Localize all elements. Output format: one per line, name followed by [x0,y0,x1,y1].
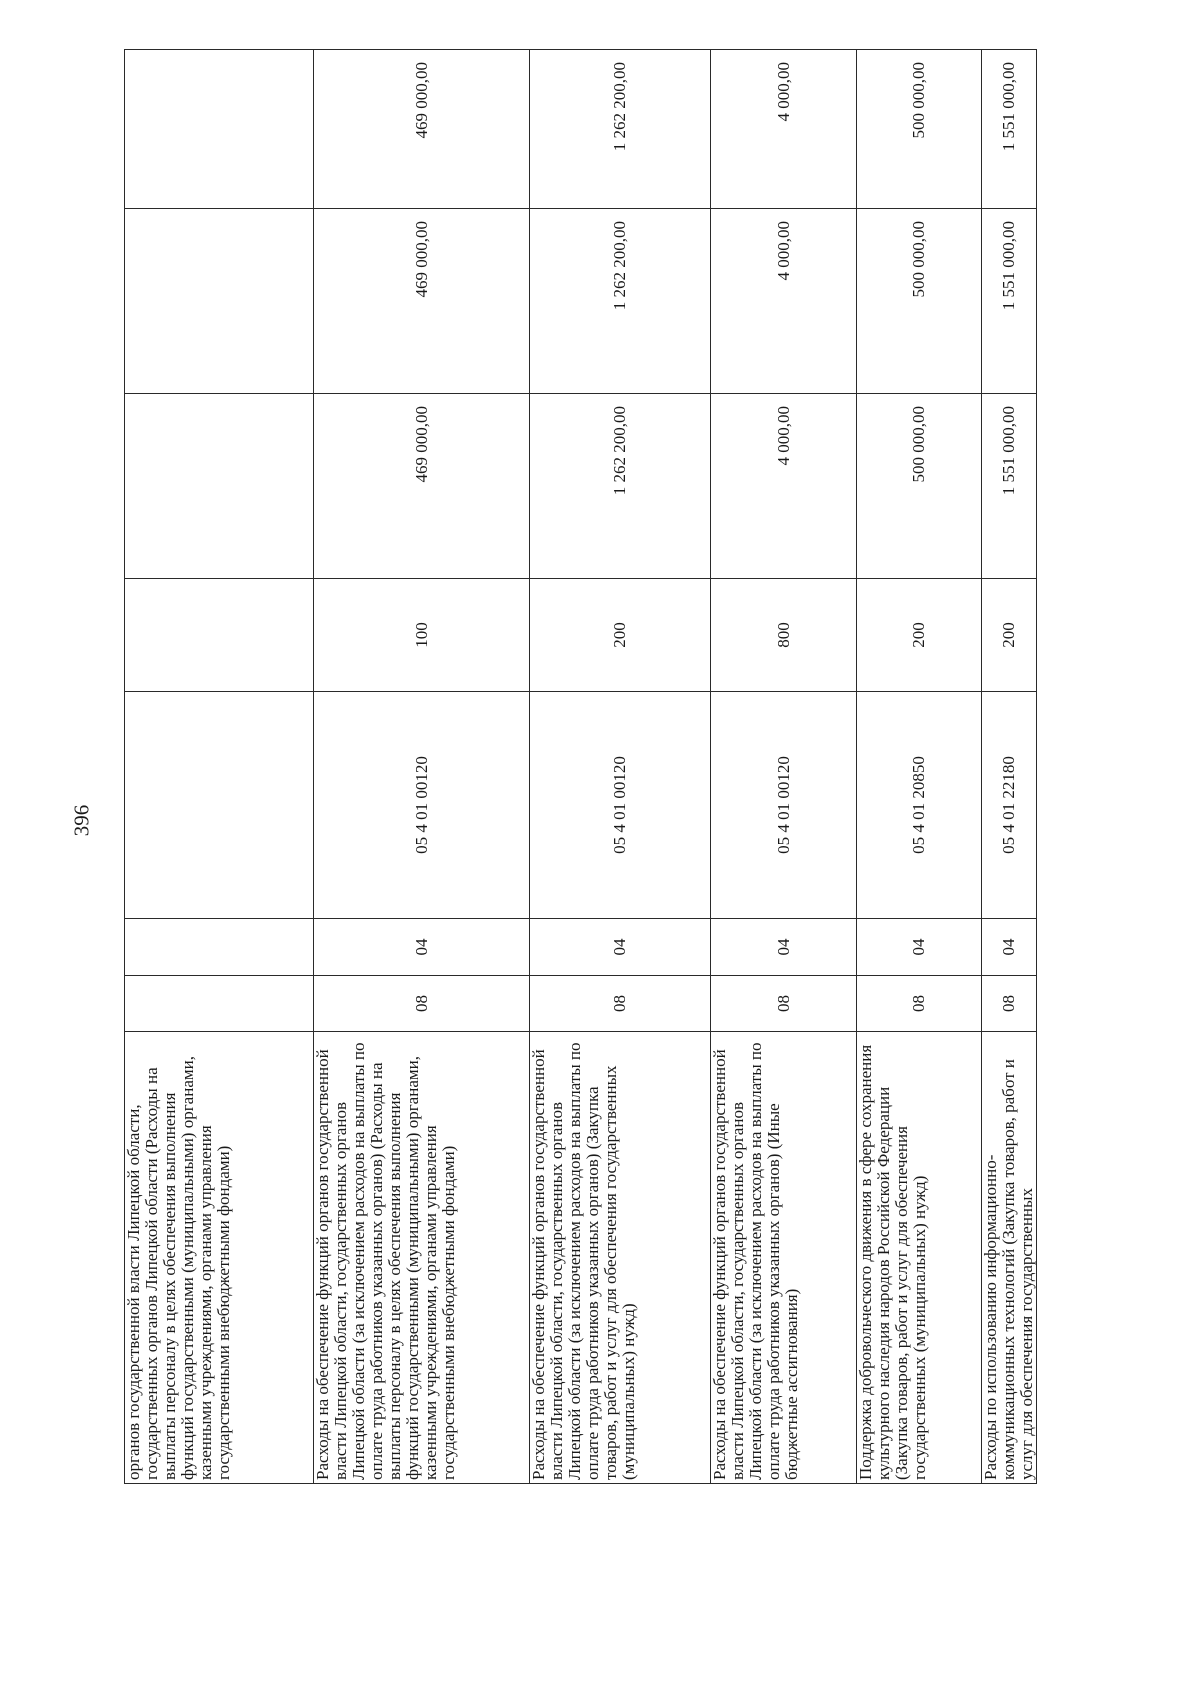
csr-code: 05 4 01 00120 [711,692,857,919]
table-row [711,50,857,1484]
rz-code [125,919,314,976]
sum-year-3: 4 000,00 [711,50,857,209]
gr-code: 08 [711,976,857,1032]
sum-year-1: 1 551 000,00 [982,394,1037,579]
row-name: Расходы на обеспечение функций органов государственной власти Липецкой области, государственных органов Липецкой области (за исключением расходов на выплаты по оплате труда работников указанных органов) (Расходы на выплаты персоналу в целях обеспечения выполнения функций государственными (муниципальными) органами, казенными учреждениями, органами управления государственными внебюджетными фондами) [314,1032,530,1484]
sum-year-2: 1 262 200,00 [530,209,711,394]
sum-year-2: 4 000,00 [711,209,857,394]
budget-table-rotated [124,50,1036,1484]
table-row [125,50,314,1484]
row-name: Поддержка добровольческого движения в сфере сохранения культурного наследия народов Российской Федерации (Закупка товаров, работ и услуг для обеспечения государственных (муниципальных) нужд) [857,1032,982,1484]
gr-code: 08 [982,976,1037,1032]
gr-code: 08 [314,976,530,1032]
sum-year-3: 1 551 000,00 [982,50,1037,209]
vr-code: 200 [857,579,982,692]
budget-table [124,49,1037,1484]
csr-code [125,692,314,919]
rz-code: 04 [711,919,857,976]
sum-year-3: 469 000,00 [314,50,530,209]
gr-code [125,976,314,1032]
vr-code: 100 [314,579,530,692]
vr-code: 800 [711,579,857,692]
rz-code: 04 [530,919,711,976]
sum-year-2: 500 000,00 [857,209,982,394]
vr-code [125,579,314,692]
rz-code: 04 [982,919,1037,976]
csr-code: 05 4 01 22180 [982,692,1037,919]
sum-year-1: 4 000,00 [711,394,857,579]
sum-year-3: 1 262 200,00 [530,50,711,209]
page-number: 396 [69,804,94,837]
row-name: Расходы на обеспечение функций органов государственной власти Липецкой области, государственных органов Липецкой области (за исключением расходов на выплаты по оплате труда работников указанных органов) (Иные бюджетные ассигнования) [711,1032,857,1484]
sum-year-1: 469 000,00 [314,394,530,579]
gr-code: 08 [857,976,982,1032]
rz-code: 04 [857,919,982,976]
csr-code: 05 4 01 00120 [530,692,711,919]
sum-year-1 [125,394,314,579]
row-name: Расходы по использованию информационно-коммуникационных технологий (Закупка товаров, работ и услуг для обеспечения государственных [982,1032,1037,1484]
sum-year-2: 469 000,00 [314,209,530,394]
vr-code: 200 [530,579,711,692]
sum-year-2: 1 551 000,00 [982,209,1037,394]
sum-year-3 [125,50,314,209]
csr-code: 05 4 01 00120 [314,692,530,919]
sum-year-1: 1 262 200,00 [530,394,711,579]
csr-code: 05 4 01 20850 [857,692,982,919]
table-row [314,50,530,1484]
row-name: Расходы на обеспечение функций органов государственной власти Липецкой области, государственных органов Липецкой области (за исключением расходов на выплаты по оплате труда работников указанных органов) (Закупка товаров, работ и услуг для обеспечения государственных (муниципальных) нужд) [530,1032,711,1484]
sum-year-3: 500 000,00 [857,50,982,209]
rz-code: 04 [314,919,530,976]
sum-year-1: 500 000,00 [857,394,982,579]
table-row [530,50,711,1484]
vr-code: 200 [982,579,1037,692]
table-row [982,50,1037,1484]
table-row [857,50,982,1484]
sum-year-2 [125,209,314,394]
gr-code: 08 [530,976,711,1032]
row-name: органов государственной власти Липецкой области, государственных органов Липецкой области (Расходы на выплаты персоналу в целях обеспечения выполнения функций государственными (муниципальными) органами, казенными учреждениями, органами управления государственными внебюджетными фондами) [125,1032,314,1484]
